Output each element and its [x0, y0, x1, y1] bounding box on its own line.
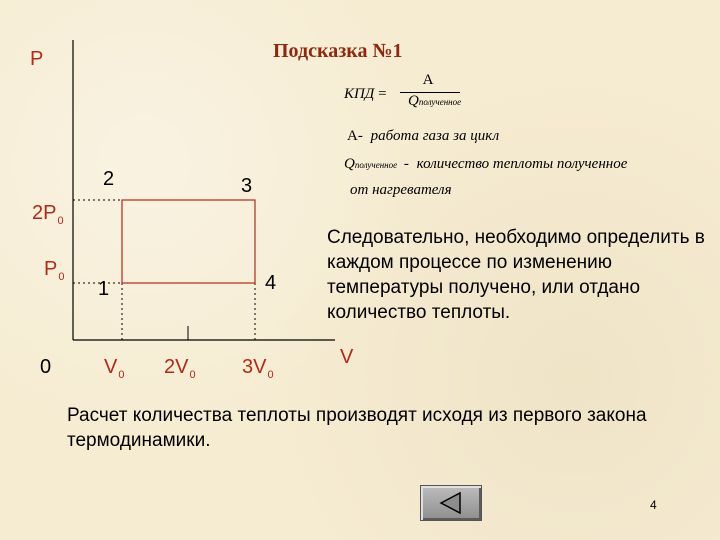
cycle-rectangle — [122, 200, 255, 283]
page-title: Подсказка №1 — [273, 40, 403, 62]
tick-v0: $V_0$ — [104, 356, 125, 381]
state-2-label: 2 — [103, 168, 115, 190]
numerator: A — [422, 72, 434, 88]
left-triangle-icon — [421, 486, 481, 520]
denominator: Qполученное — [408, 93, 462, 109]
page-number: 4 — [650, 498, 657, 512]
efficiency-lhs: КПД = — [344, 86, 387, 102]
origin-label: 0 — [40, 356, 52, 378]
tick-p0: $P_0$ — [44, 258, 65, 283]
tick-2v0: $2V_0$ — [164, 356, 196, 381]
tick-2p0: $2P_0$ — [32, 202, 64, 227]
state-3-label: 3 — [241, 175, 253, 197]
right-paragraph: Следовательно, необходимо определить в каждом процессе по изменению температуры получено, или отдано количество теплоты. — [327, 227, 705, 323]
v-axis-label: V — [340, 346, 354, 368]
formula-line-heater: от нагревателя — [350, 182, 452, 198]
state-4-label: 4 — [265, 272, 277, 294]
formula-line-work: A- работа газа за цикл — [347, 128, 500, 144]
back-button[interactable] — [420, 485, 482, 521]
efficiency-fraction — [410, 72, 446, 89]
tick-3v0: $3V_0$ — [242, 356, 274, 381]
formula-line-heat: Qполученное - количество теплоты полученное — [344, 156, 628, 172]
state-1-label: 1 — [98, 278, 110, 300]
p-axis-label: P — [30, 48, 44, 70]
bottom-paragraph: Расчет количества теплоты производят исходя из первого закона термодинамики. — [67, 405, 647, 451]
